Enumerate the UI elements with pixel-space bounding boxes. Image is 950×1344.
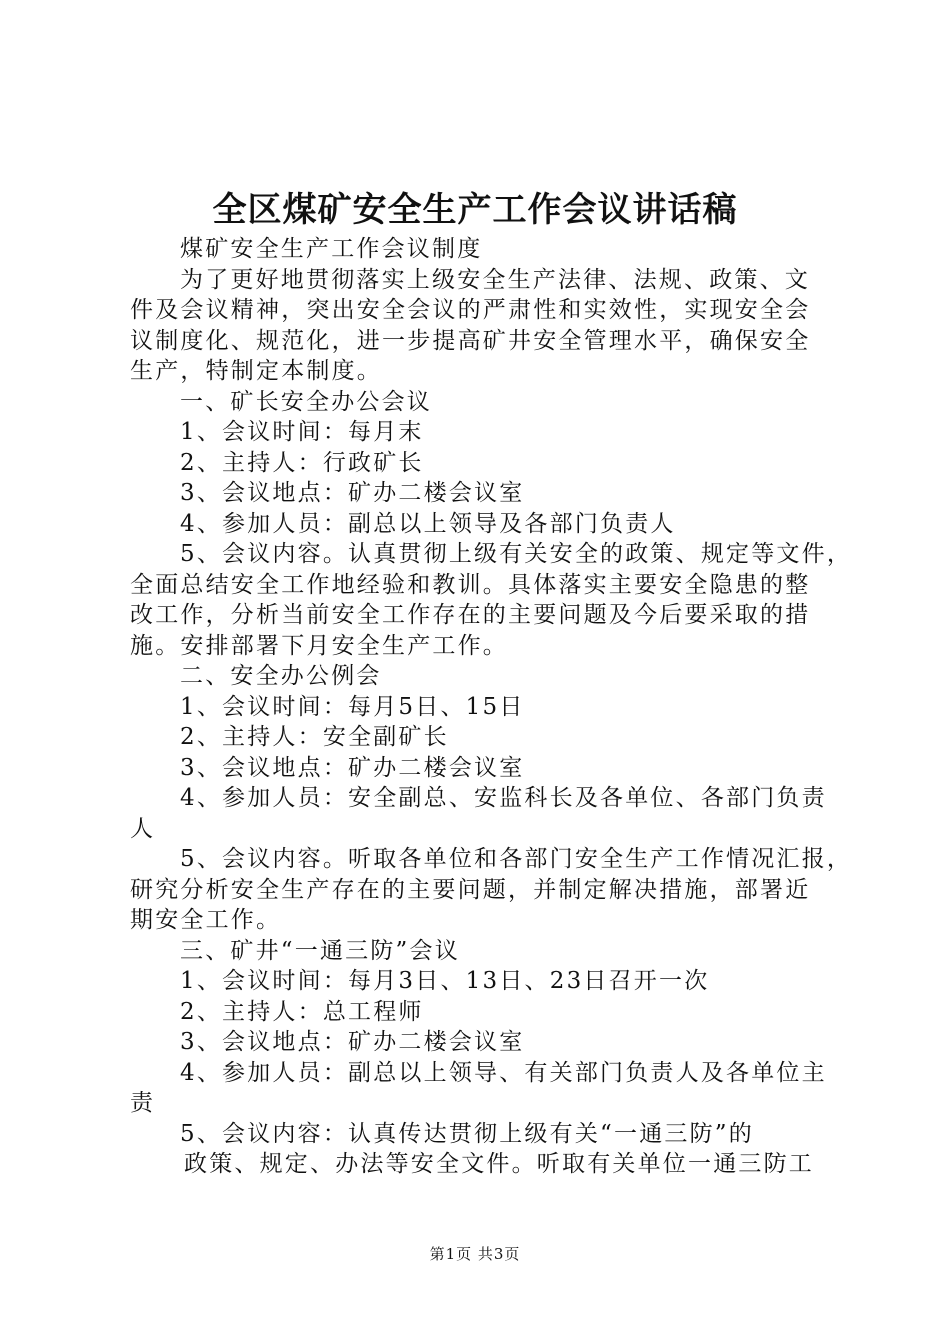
paragraph-line: 3、会议地点：矿办二楼会议室 [180, 1029, 525, 1055]
paragraph-line: 研究分析安全生产存在的主要问题，并制定解决措施，部署近 [130, 876, 811, 903]
paragraph-line: 政策、规定、办法等安全文件。听取有关单位一通三防工 [184, 1151, 814, 1177]
paragraph-line: 责 [130, 1090, 156, 1116]
paragraph-line: 5、会议内容：认真传达贯彻上级有关“一通三防”的 [180, 1120, 754, 1147]
paragraph-line: 1、会议时间：每月末 [180, 419, 424, 445]
paragraph-line: 改工作，分析当前安全工作存在的主要问题及今后要采取的措 [130, 602, 811, 628]
paragraph-line: 为了更好地贯彻落实上级安全生产法律、法规、政策、文 [180, 266, 810, 293]
paragraph-line: 4、参加人员：副总以上领导、有关部门负责人及各单位主 [180, 1059, 827, 1086]
paragraph-line: 3、会议地点：矿办二楼会议室 [180, 754, 525, 781]
paragraph-line: 人 [130, 815, 156, 842]
paragraph-line: 1、会议时间：每月5日、15日 [180, 693, 525, 720]
paragraph-line: 件及会议精神，突出安全会议的严肃性和实效性，实现安全会 [130, 297, 811, 323]
paragraph-line: 二、安全办公例会 [180, 663, 382, 689]
paragraph-line: 2、主持人：行政矿长 [180, 449, 424, 476]
document-body [130, 234, 853, 1180]
paragraph-line: 议制度化、规范化，进一步提高矿井安全管理水平，确保安全 [130, 327, 811, 354]
paragraph-line: 2、主持人：安全副矿长 [180, 724, 449, 750]
paragraph-line: 生产，特制定本制度。 [130, 358, 382, 384]
paragraph-line: 4、参加人员：安全副总、安监科长及各单位、各部门负责 [180, 785, 827, 811]
paragraph-line: 煤矿安全生产工作会议制度 [180, 236, 483, 262]
paragraph-line: 施。安排部署下月安全生产工作。 [130, 632, 508, 659]
paragraph-line: 1、会议时间：每月3日、13日、23日召开一次 [180, 968, 710, 994]
paragraph-line: 2、主持人：总工程师 [180, 998, 424, 1025]
paragraph-line: 期安全工作。 [130, 907, 282, 933]
paragraph-line: 5、会议内容。听取各单位和各部门安全生产工作情况汇报， [180, 846, 853, 872]
paragraph-line: 4、参加人员：副总以上领导及各部门负责人 [180, 510, 676, 537]
paragraph-line: 三、矿井“一通三防”会议 [180, 937, 460, 964]
paragraph-line: 3、会议地点：矿办二楼会议室 [180, 480, 525, 506]
paragraph-line: 一、矿长安全办公会议 [180, 388, 432, 415]
page-footer: 第1页 共3页 [429, 1245, 521, 1263]
document-title: 全区煤矿安全生产工作会议讲话稿 [212, 190, 738, 230]
paragraph-line: 全面总结安全工作地经验和教训。具体落实主要安全隐患的整 [130, 571, 811, 598]
paragraph-line: 5、会议内容。认真贯彻上级有关安全的政策、规定等文件， [180, 541, 853, 567]
